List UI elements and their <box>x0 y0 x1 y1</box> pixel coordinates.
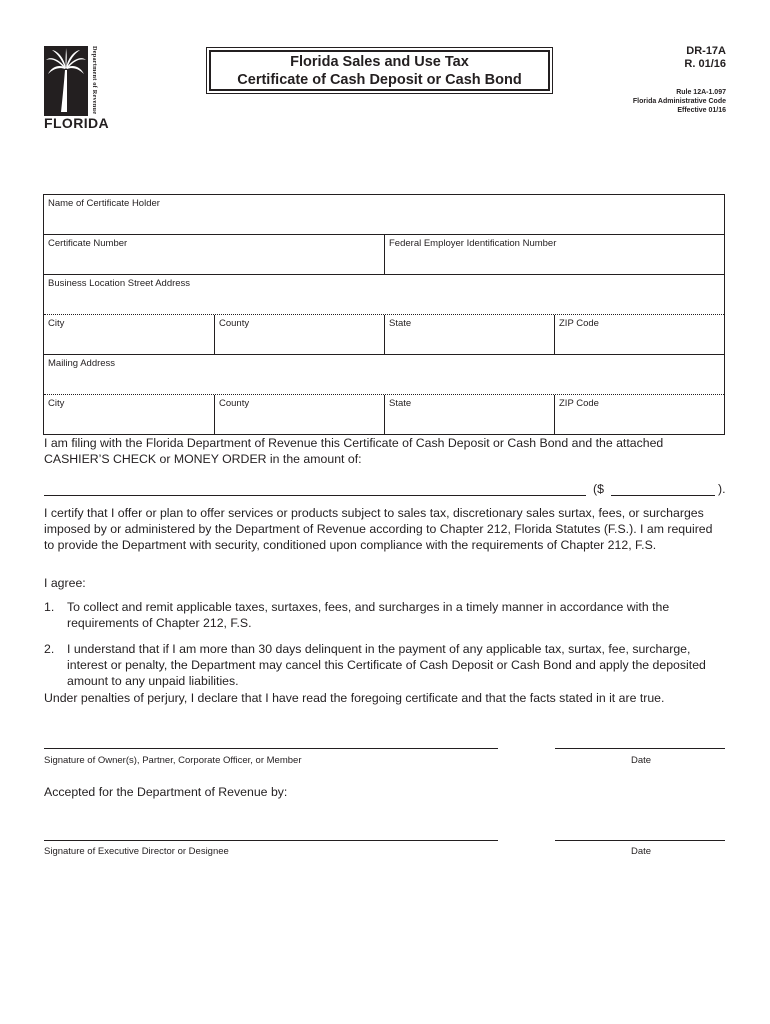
holder-name-field[interactable] <box>44 195 724 234</box>
owner-date-label: Date <box>631 755 652 766</box>
owner-date-line[interactable] <box>555 748 725 749</box>
list-item <box>44 599 726 631</box>
perjury-statement: Under penalties of perjury, I declare that I have read the foregoing certificate and that the facts stated in it are true. <box>44 691 665 705</box>
amount-row <box>44 482 726 498</box>
form-subtitle: Certificate of Cash Deposit or Cash Bond <box>237 71 522 88</box>
fein-label: Federal Employer Identification Number <box>389 238 557 249</box>
zip-label: ZIP Code <box>559 398 599 409</box>
state-label: State <box>389 318 412 329</box>
rule-reference <box>633 88 726 115</box>
county-label: County <box>219 318 250 329</box>
amount-dollar-line[interactable] <box>611 495 715 496</box>
certificate-number-label: Certificate Number <box>48 238 128 249</box>
logo-vertical-text: Department of Revenue <box>91 46 98 115</box>
palm-tree-logo <box>44 46 88 116</box>
amount-open: ($ <box>593 482 604 496</box>
list-item-number: 1. <box>44 600 55 614</box>
list-item <box>44 641 726 689</box>
director-signature-label: Signature of Executive Director or Designee <box>44 846 229 857</box>
owner-signature-label: Signature of Owner(s), Partner, Corporate Officer, or Member <box>44 755 302 766</box>
filing-statement: I am filing with the Florida Department of Revenue this Certificate of Cash Deposit or Cash Bond and the attached CASHIER’S CHECK or MONEY ORDER in the amount of: <box>44 436 664 466</box>
rule-code: Florida Administrative Code <box>632 98 726 105</box>
holder-name-label: Name of Certificate Holder <box>48 198 160 209</box>
mailing-state-field[interactable] <box>384 395 554 434</box>
director-date-label: Date <box>631 846 652 857</box>
form-number: DR-17A <box>686 45 726 57</box>
owner-signature-line[interactable] <box>44 748 498 749</box>
mailing-city-field[interactable] <box>44 395 214 434</box>
amount-in-words-line[interactable] <box>44 495 586 496</box>
agree-heading: I agree: <box>44 576 86 590</box>
list-item-text: I understand that if I am more than 30 days delinquent in the payment of any applicable tax, surtax, fee, surcharge, interest or penalty, the Department may cancel this Certificate of Cash Deposit or Cash Bond and apply the deposited amount to any unpaid liabilities. <box>67 642 706 688</box>
palm-tree-icon <box>44 46 88 116</box>
city-label: City <box>48 318 65 329</box>
state-label: State <box>389 398 412 409</box>
mailing-address-field[interactable] <box>44 355 724 394</box>
director-date-line[interactable] <box>555 840 725 841</box>
logo-wordmark: FLORIDA <box>44 115 110 131</box>
business-address-label: Business Location Street Address <box>48 278 191 289</box>
zip-label: ZIP Code <box>559 318 599 329</box>
business-city-field[interactable] <box>44 315 214 354</box>
county-label: County <box>219 398 250 409</box>
mailing-address-label: Mailing Address <box>48 358 116 369</box>
business-county-field[interactable] <box>214 315 384 354</box>
list-item-text: To collect and remit applicable taxes, surtaxes, fees, and surcharges in a timely manner in accordance with the requirements of Chapter 212, F.S. <box>67 600 670 630</box>
title-box <box>206 47 553 94</box>
holder-info-grid <box>43 194 725 435</box>
form-title: Florida Sales and Use Tax <box>290 53 469 70</box>
business-state-field[interactable] <box>384 315 554 354</box>
mailing-county-field[interactable] <box>214 395 384 434</box>
certification-text: I certify that I offer or plan to offer services or products subject to sales tax, discretionary sales surtax, fees, or surcharges imposed by or administered by the Department of Revenue according to Chapter 212, Florida Statutes (F.S.). I am required to provide the Department with security, conditioned upon compliance with the requirements of Chapter 212, F.S. <box>44 506 713 552</box>
form-revision: R. 01/16 <box>684 58 726 70</box>
business-zip-field[interactable] <box>554 315 724 354</box>
director-signature-line[interactable] <box>44 840 498 841</box>
business-address-field[interactable] <box>44 275 724 314</box>
rule-number: Rule 12A-1.097 <box>676 89 726 96</box>
fein-field[interactable] <box>384 235 724 274</box>
city-label: City <box>48 398 65 409</box>
amount-close: ). <box>718 482 726 496</box>
form-code <box>684 45 726 71</box>
certificate-number-field[interactable] <box>44 235 384 274</box>
agreement-list <box>44 599 726 699</box>
rule-effective: Effective 01/16 <box>677 107 726 114</box>
mailing-zip-field[interactable] <box>554 395 724 434</box>
list-item-number: 2. <box>44 642 55 656</box>
accepted-heading: Accepted for the Department of Revenue by: <box>44 785 288 799</box>
